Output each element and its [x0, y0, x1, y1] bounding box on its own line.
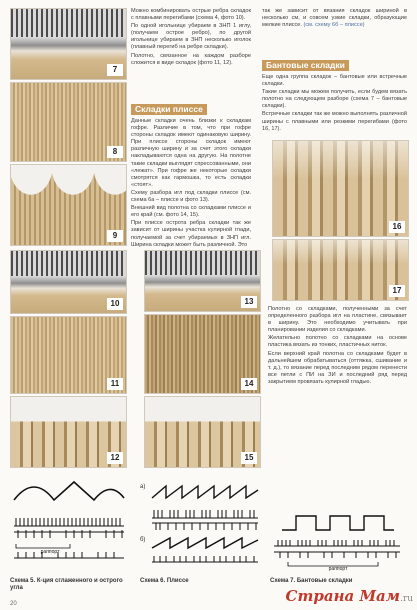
photo-number: 12 [107, 452, 123, 464]
scheme-6a-zigzag [152, 486, 258, 498]
photo-number: 10 [107, 298, 123, 310]
photo-number: 8 [107, 146, 123, 158]
watermark [286, 587, 413, 605]
scheme-6-caption: Схема 6. Плиссе [140, 578, 189, 584]
photo-13 [144, 250, 261, 312]
paragraph [262, 8, 407, 29]
photo-number: 13 [241, 296, 257, 308]
photo-15 [144, 396, 261, 468]
section-heading-bows: Бантовые складки [262, 60, 349, 71]
paragraph: Полотно со складками, полученными за счет определенного разбора игл на пластине, связывает в ширину. Это необходимо учитывать при планировании изделия со складками. [268, 306, 407, 334]
photo-number: 16 [389, 221, 405, 233]
scheme-7-diagram [268, 500, 406, 570]
text-column-2 [131, 118, 251, 250]
needle-bed [11, 251, 126, 276]
scheme-6b-zigzag [152, 538, 258, 548]
photo-11 [10, 316, 127, 394]
paragraph: Если верхний край полотна со складками будет в дальнейшем обрабатываться (оттяжка, сшивание и т. д.), то вязание перед последним рядом перенести все петли с ПИ на ЗИ и последний ряд перед закрытием провязать кулирной гладью. [268, 350, 407, 385]
photo-17 [272, 239, 409, 301]
paragraph: Желательно полотно со складками на основе пластика вязать из тонких, пластичных ниток. [268, 335, 407, 349]
text-column-3-bottom [268, 306, 407, 387]
scheme-5-diagram [10, 478, 128, 570]
needle-row-2 [152, 556, 258, 562]
paragraph: Такие складки мы можем получить, если будем вязать полотно на следующем разборе (схема 7 – бантовые складки). [262, 89, 407, 110]
paragraph: Схему разбора игл под складки плиссе (см. схема 6а – плиссе и фото 13). [131, 189, 251, 204]
photo-number: 7 [107, 64, 123, 76]
scheme-5-caption: Схема 5. К-ция сглаженного и острого угла [10, 578, 123, 591]
photo-12 [10, 396, 127, 468]
paragraph: Встречные складки так же можно выполнять различной ширины с плавными или резкими перегибами (фото 16, 17). [262, 111, 408, 132]
scheme-5-wave [14, 482, 124, 500]
photo-number: 15 [241, 452, 257, 464]
raport-label-s5: раппорт [40, 549, 60, 555]
watermark-site: Страна Мам [285, 587, 401, 605]
photo-number: 14 [241, 378, 257, 390]
photo-14 [144, 314, 261, 394]
scheme-6a-label: а) [140, 484, 146, 490]
scheme-7-box-wave [282, 516, 394, 530]
photo-number: 11 [107, 378, 123, 390]
scheme-6b-label: б) [140, 537, 146, 543]
paragraph: По одной игольнице убираем в ЗНП 1 иглу, (получаем острое ребро), по другой игольнице убираем в ЗНП несколько иголок (плавный перегиб на ребре складки). [131, 23, 251, 51]
paragraph: При плиссе острота ребра складки так же зависит от ширины участка кулирной глади, получаемой за счет убираемых в ЗНП игл. Ширина складки может быть различной. Это [131, 220, 251, 248]
text-column-2-top [131, 8, 251, 68]
photo-16 [272, 140, 409, 237]
photo-number: 17 [389, 285, 405, 297]
needle-bed [11, 9, 126, 37]
photo-9 [10, 164, 127, 246]
photo-10 [10, 250, 127, 314]
needle-row [152, 510, 258, 530]
needle-bed [145, 251, 260, 275]
watermark-suffix: .ru [400, 594, 413, 604]
needle-row [274, 540, 400, 558]
needle-row [14, 518, 124, 538]
text-column-3 [262, 74, 407, 134]
section-heading-plisse: Складки плиссе [131, 104, 207, 115]
photo-7 [10, 8, 127, 80]
scheme-7-caption: Схема 7. Бантовые складки [270, 578, 353, 584]
photo-8 [10, 82, 127, 162]
paragraph: Можно комбинировать острые ребра складок с плавными перегибами (схема 4, фото 10). [131, 8, 251, 22]
reference-link: (см. схему 6б – плиссе) [303, 22, 365, 29]
paragraph: Еще одна группа складок – бантовые или встречные складки. [262, 74, 407, 88]
paragraph: Данные складки очень близки к складкам гофре. Различие в том, что при гофре стороны складок имеют одинаковую ширину. При плиссе стороны складок имеют различную ширину и за счет этого складки накладываются одна на другую. На полотне такие складки выглядят спрессованными, они «лежат». При гофре же некоторые складки смотрятся как гармошка, то есть складки «стоят». [131, 118, 251, 188]
paragraph: Полотно, связанное на каждом разборе сложится в виде складок (фото 11, 12). [131, 52, 251, 66]
raport-bracket [16, 544, 70, 548]
paragraph: Внешний вид полотна со складками плиссе и его край (см. фото 14, 15). [131, 205, 251, 219]
raport-label-s7: раппорт [328, 566, 348, 572]
scheme-6-diagram [140, 478, 262, 574]
text-column-3-top [262, 8, 407, 30]
page-number: 20 [10, 601, 17, 607]
text: так же зависит от вязания складок шириной в несколько см, и совсем узкие складки, образующие мелкие плиссе. [262, 8, 407, 29]
photo-number: 9 [107, 230, 123, 242]
